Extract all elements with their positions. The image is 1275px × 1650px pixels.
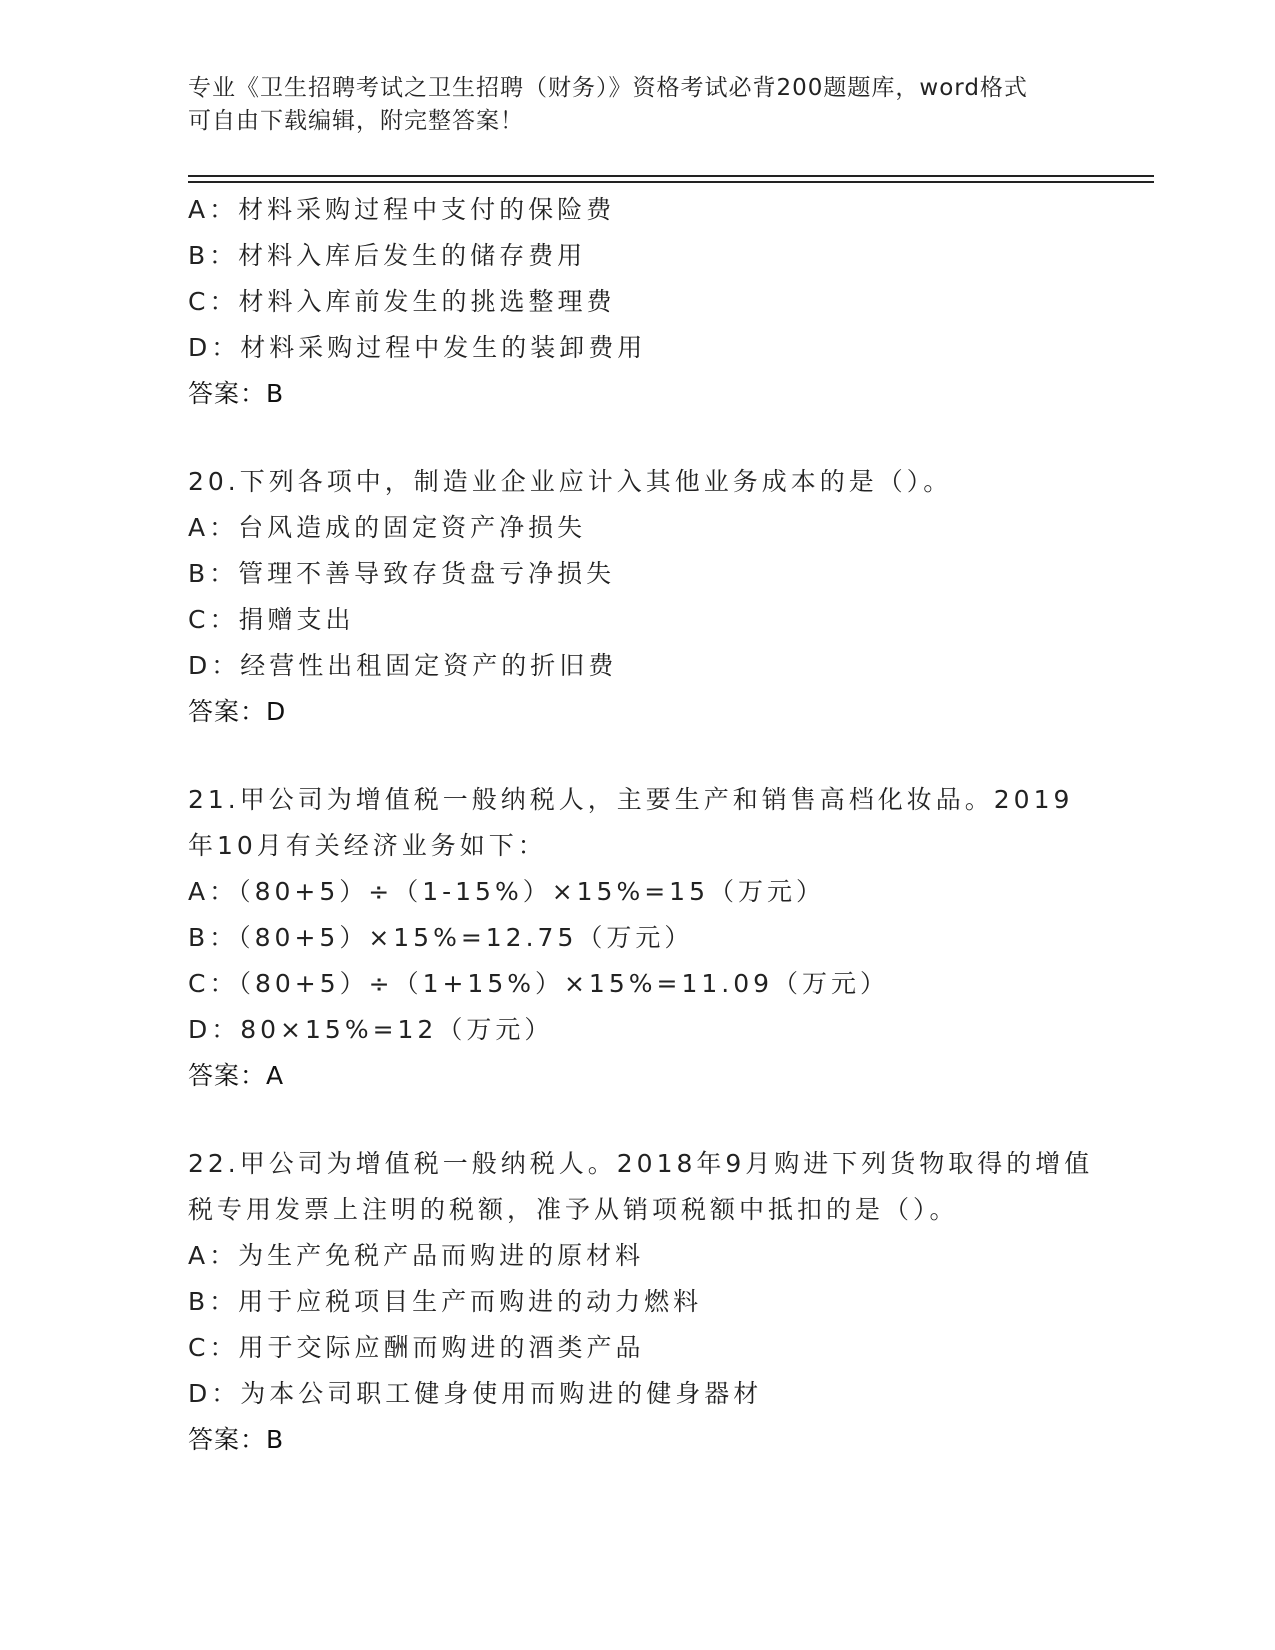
option-b: B：管理不善导致存货盘亏净损失 [188,559,616,588]
option-d: D：材料采购过程中发生的装卸费用 [188,333,647,362]
option-c: C：用于交际应酬而购进的酒类产品 [188,1333,645,1362]
answer-line: 答案：A [188,1061,285,1090]
option-b: B：材料入库后发生的储存费用 [188,241,587,270]
option-d: D：为本公司职工健身使用而购进的健身器材 [188,1379,763,1408]
option-a: A：为生产免税产品而购进的原材料 [188,1241,645,1270]
block-spacer [188,417,1148,459]
header-line-1: 专业《卫生招聘考试之卫生招聘（财务）》资格考试必背200题题库，word格式 [188,75,1028,101]
answer-line: 答案：B [188,1425,285,1454]
header-line-2: 可自由下载编辑，附完整答案！ [188,108,524,134]
question-text: 21.甲公司为增值税一般纳税人，主要生产和销售高档化妆品。2019 [188,785,1074,814]
block-spacer [188,1099,1148,1141]
header-rule-top [188,175,1154,177]
answer-line: 答案：D [188,697,287,726]
question-text: 20.下列各项中，制造业企业应计入其他业务成本的是（）。 [188,467,953,496]
question-block-20 [188,459,1148,735]
option-b: B：用于应税项目生产而购进的动力燃料 [188,1287,703,1316]
question-block-22 [188,1141,1148,1463]
option-c: C：（80+5）÷（1+15%）×15%=11.09（万元） [188,969,890,998]
option-d: D：经营性出租固定资产的折旧费 [188,651,618,680]
option-b: B：（80+5）×15%=12.75（万元） [188,923,694,952]
option-a: A：材料采购过程中支付的保险费 [188,195,616,224]
answer-line: 答案：B [188,379,285,408]
header-rule-bottom [188,181,1154,183]
option-a: A：台风造成的固定资产净损失 [188,513,587,542]
question-text-continued: 税专用发票上注明的税额，准予从销项税额中抵扣的是（）。 [188,1195,959,1224]
page-header [188,72,1088,138]
option-d: D：80×15%=12（万元） [188,1015,554,1044]
question-text: 22.甲公司为增值税一般纳税人。2018年9月购进下列货物取得的增值 [188,1149,1094,1178]
question-block-19 [188,187,1148,417]
question-block-21 [188,777,1148,1099]
option-a: A：（80+5）÷（1-15%）×15%=15（万元） [188,877,825,906]
block-spacer [188,735,1148,777]
option-c: C：材料入库前发生的挑选整理费 [188,287,616,316]
question-list [188,187,1148,1463]
option-c: C：捐赠支出 [188,605,355,634]
question-text-continued: 年10月有关经济业务如下： [188,831,547,860]
